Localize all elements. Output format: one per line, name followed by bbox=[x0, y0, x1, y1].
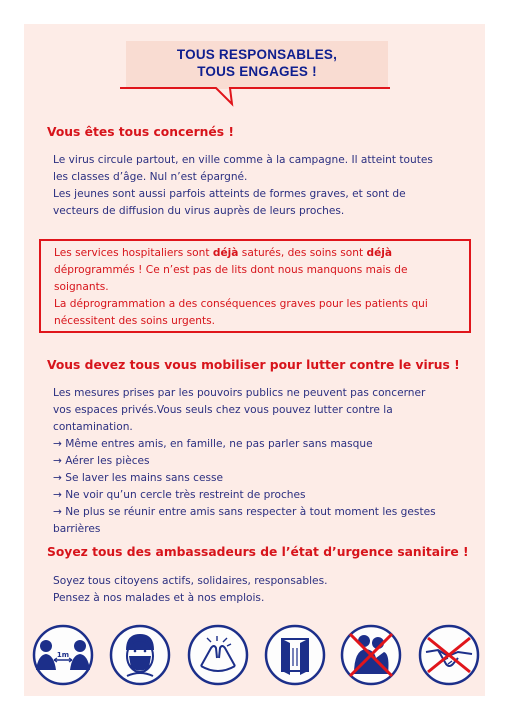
title-line-1: TOUS RESPONSABLES, bbox=[176, 47, 338, 62]
section2-text bbox=[53, 385, 473, 538]
mask-icon bbox=[109, 624, 171, 686]
section2-line: Les mesures prises par les pouvoirs publics ne peuvent pas concerner bbox=[53, 387, 426, 399]
section1-text bbox=[53, 152, 473, 220]
list-item: → Même entres amis, en famille, ne pas parler sans masque bbox=[53, 438, 373, 450]
alert-emphasis: déjà bbox=[366, 247, 393, 259]
section2-heading: Vous devez tous vous mobiliser pour lutter contre le virus ! bbox=[47, 358, 460, 372]
alert-emphasis: déjà bbox=[212, 247, 239, 259]
section3-text bbox=[53, 573, 473, 607]
alert-line: nécessitent des soins urgents. bbox=[54, 315, 216, 327]
section3-line: Pensez à nos malades et à nos emplois. bbox=[53, 592, 265, 604]
section2-line: contamination. bbox=[53, 421, 133, 433]
ventilation-icon bbox=[264, 624, 326, 686]
section1-line: vecteurs de diffusion du virus auprès de leurs proches. bbox=[53, 205, 345, 217]
distance-label: 1m bbox=[56, 651, 70, 659]
alert-line bbox=[54, 245, 462, 262]
title-line-2: TOUS ENGAGES ! bbox=[197, 64, 317, 79]
distance-icon bbox=[32, 624, 94, 686]
list-item: → Ne voir qu’un cercle très restreint de proches bbox=[53, 489, 306, 501]
section2-line: vos espaces privés.Vous seuls chez vous pouvez lutter contre la bbox=[53, 404, 393, 416]
alert-line: déprogrammés ! Ce n’est pas de lits dont nous manquons mais de bbox=[54, 264, 408, 276]
section1-line: Les jeunes sont aussi parfois atteints de formes graves, et sont de bbox=[53, 188, 406, 200]
alert-text-part: saturés, des soins sont bbox=[238, 247, 367, 259]
list-item: → Se laver les mains sans cesse bbox=[53, 472, 224, 484]
section3-heading: Soyez tous des ambassadeurs de l’état d’urgence sanitaire ! bbox=[47, 545, 469, 559]
no-hug-icon bbox=[340, 624, 402, 686]
icon-row bbox=[32, 624, 480, 688]
list-item: → Aérer les pièces bbox=[53, 455, 150, 467]
section1-heading: Vous êtes tous concernés ! bbox=[47, 125, 234, 139]
alert-line: soignants. bbox=[54, 281, 109, 293]
poster bbox=[24, 24, 485, 696]
no-handshake-icon bbox=[418, 624, 480, 686]
section3-line: Soyez tous citoyens actifs, solidaires, responsables. bbox=[53, 575, 328, 587]
speech-bubble-underline bbox=[120, 84, 396, 108]
list-item: → Ne plus se réunir entre amis sans respecter à tout moment les gestes bbox=[53, 506, 436, 518]
alert-line: La déprogrammation a des conséquences graves pour les patients qui bbox=[54, 298, 428, 310]
title-banner bbox=[126, 41, 388, 89]
handwash-icon bbox=[187, 624, 249, 686]
alert-box bbox=[39, 239, 471, 333]
list-item: barrières bbox=[53, 523, 101, 535]
section1-line: Le virus circule partout, en ville comme à la campagne. Il atteint toutes bbox=[53, 154, 433, 166]
alert-text bbox=[54, 245, 462, 330]
section1-line: les classes d’âge. Nul n’est épargné. bbox=[53, 171, 248, 183]
alert-text-part: Les services hospitaliers sont bbox=[54, 247, 213, 259]
